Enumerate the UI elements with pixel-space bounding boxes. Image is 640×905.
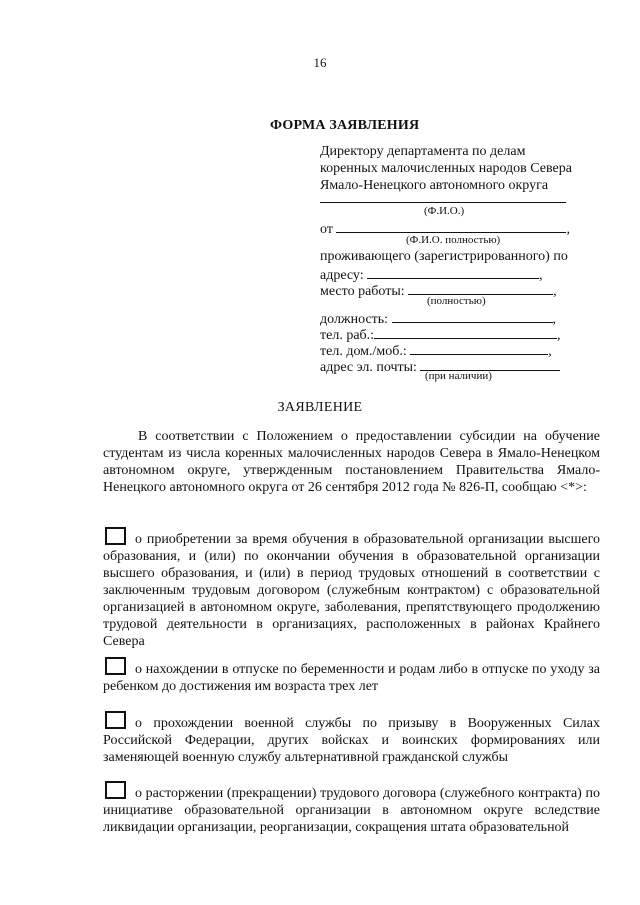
work-phone-label: тел. раб.:	[320, 328, 375, 343]
email-underline	[420, 357, 560, 371]
work-underline	[408, 281, 553, 295]
intro-text: В соответствии с Положением о предоставлении субсидии на обучение студентам из числа коренных малочисленных народов Севера в Ямало-Ненецком автономном округе, утвержденным постановлением Правительства Ямало-Ненецкого автономного округа от 26 сентября 2012 года № 826-П, сообщаю <*>:	[103, 429, 600, 495]
option-3-text: о прохождении военной службы по призыву в Вооруженных Силах Российской Федерации, других войсках и воинских формированиях или заменяющей военную службу альтернативной гражданской службы	[103, 716, 600, 765]
fio-caption: (Ф.И.О.)	[424, 205, 465, 217]
addressee-line-3: Ямало-Ненецкого автономного округа	[320, 178, 549, 193]
fio-underline	[320, 202, 566, 203]
addressee-line-2: коренных малочисленных народов Севера	[320, 161, 572, 176]
intro-paragraph	[103, 428, 600, 496]
option-4-checkbox[interactable]	[105, 781, 126, 799]
email-caption: (при наличии)	[425, 370, 492, 382]
option-4-text: о расторжении (прекращении) трудового договора (служебного контракта) по инициативе образовательной организации в автономном округе вследствие ликвидации организации, реорганизации, сокращения штата образовательной	[103, 786, 600, 835]
address-end: ,	[539, 268, 543, 283]
option-2-text: о нахождении в отпуске по беременности и родам либо в отпуске по уходу за ребенком до достижения им возраста трех лет	[103, 662, 600, 694]
from-underline	[336, 219, 566, 233]
work-phone-underline	[374, 325, 557, 339]
address-underline	[367, 265, 539, 279]
option-1-checkbox[interactable]	[105, 527, 126, 545]
option-1	[103, 527, 600, 650]
addressee-line-1: Директору департамента по делам	[320, 144, 526, 159]
work-end: ,	[553, 284, 557, 299]
fio-full-caption: (Ф.И.О. полностью)	[406, 234, 501, 246]
from-end: ,	[566, 222, 570, 237]
form-title: ФОРМА ЗАЯВЛЕНИЯ	[270, 118, 420, 133]
statement-heading: ЗАЯВЛЕНИЕ	[277, 400, 363, 415]
residing-label: проживающего (зарегистрированного) по	[320, 249, 568, 264]
option-3	[103, 711, 600, 766]
position-label: должность:	[320, 312, 389, 327]
work-label: место работы:	[320, 284, 405, 299]
work-phone-end: ,	[557, 328, 561, 343]
home-phone-label: тел. дом./моб.:	[320, 344, 407, 359]
option-2	[103, 657, 600, 695]
email-label: адрес эл. почты:	[320, 360, 417, 375]
page-number: 16	[313, 55, 327, 70]
position-end: ,	[552, 312, 557, 327]
home-phone-end: ,	[548, 344, 552, 359]
from-label: от	[320, 222, 333, 237]
option-1-text: о приобретении за время обучения в образовательной организации высшего образования, и (или) по окончании обучения в образовательной организации высшего образования, и (или) в период трудовых отношений в соответствии с заключенным трудовым договором (служебным контрактом) с образовательной организацией в автономном округе, заболевания, препятствующего продолжению трудовой деятельности в организациях, расположенных в районах Крайнего Севера	[103, 532, 600, 649]
option-4	[103, 781, 600, 836]
home-phone-underline	[410, 341, 548, 355]
position-underline	[392, 309, 553, 323]
address-label: адресу:	[320, 268, 364, 283]
option-2-checkbox[interactable]	[105, 657, 126, 675]
work-caption: (полностью)	[427, 295, 486, 307]
option-3-checkbox[interactable]	[105, 711, 126, 729]
